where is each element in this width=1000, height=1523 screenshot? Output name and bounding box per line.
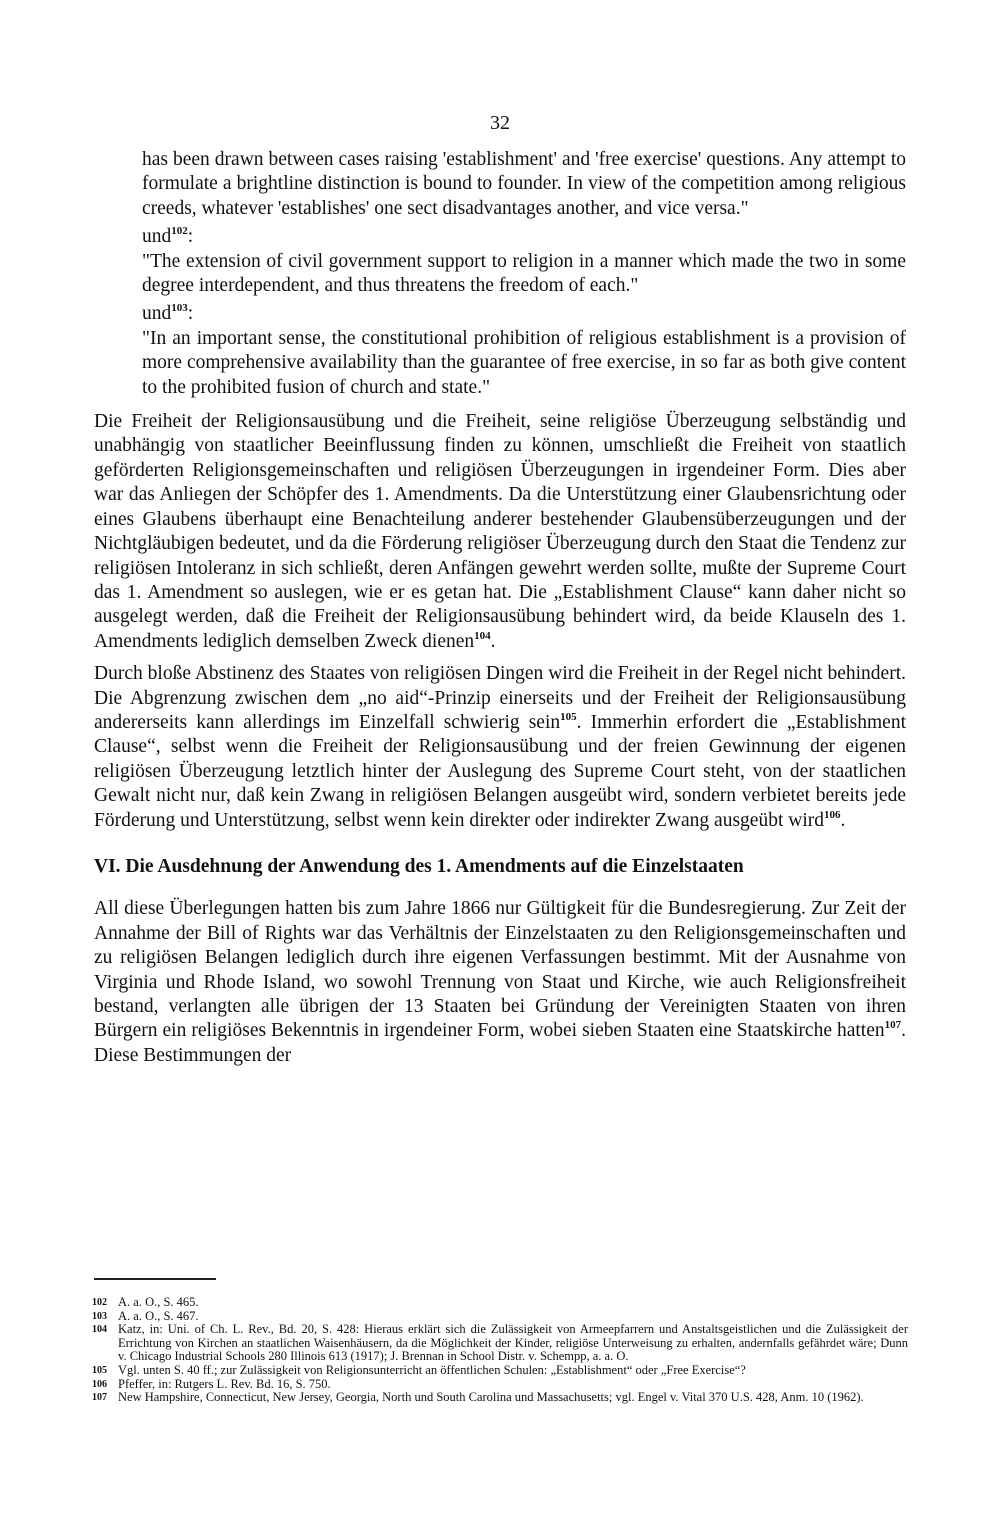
section-heading: VI. Die Ausdehnung der Anwendung des 1. Amendments auf die Einzelstaaten bbox=[94, 855, 744, 877]
und-label: und bbox=[142, 303, 172, 325]
und-label: und bbox=[142, 226, 172, 248]
quote-block bbox=[142, 148, 906, 400]
footnote bbox=[92, 1310, 908, 1324]
und-103 bbox=[142, 302, 906, 326]
main-text bbox=[94, 148, 906, 1068]
paragraph-freiheit bbox=[94, 410, 906, 654]
paragraph-end: . Diese Bestimmungen der bbox=[94, 1020, 906, 1066]
footnote bbox=[92, 1323, 908, 1364]
footnote bbox=[92, 1391, 908, 1405]
footnote-number: 103 bbox=[92, 1310, 107, 1322]
footnote-number: 105 bbox=[92, 1364, 107, 1376]
und-colon: : bbox=[187, 303, 194, 325]
paragraph-end: . bbox=[490, 630, 496, 652]
footnote-text: A. a. O., S. 465. bbox=[118, 1295, 199, 1309]
footnote-ref-105: 105 bbox=[560, 710, 577, 723]
paragraph-text: All diese Überlegungen hatten bis zum Jahre 1866 nur Gültigkeit für die Bundesregierung. Zur Zeit der Annahme der Bill of Rights war das Verhältnis der Einzelstaaten zu den Religionsgemeinschaften und zu religiösen Belangen lediglich durch ihre eigenen Verfassungen bestimmt. Mit der Ausnahme von Virginia und Rhode Island, wo sowohl Trennung von Staat und Kirche, wie auch Religionsfreiheit bestand, verlangten alle übrigen der 13 Staaten bei Gründung der Vereinigten Staaten von ihren Bürgern ein religiöses Bekenntnis in irgendeiner Form, wobei sieben Staaten eine Staatskirche hatten bbox=[94, 898, 906, 1042]
page-number: 32 bbox=[490, 112, 510, 134]
footnote-text: New Hampshire, Connecticut, New Jersey, Georgia, North und South Carolina und Massachusetts; vgl. Engel v. Vital 370 U.S. 428, Anm. 10 (1962). bbox=[118, 1390, 864, 1405]
footnote-ref-107: 107 bbox=[884, 1019, 902, 1032]
paragraph-text: . Immerhin erfordert die „Establishment Clause“, selbst wenn die Freiheit der Religionsausübung und der freien Gewinnung der eigenen religiösen Überzeugung letztlich hinter der Auslegung des Supreme Court steht, von der staatlichen Gewalt nicht nur, daß kein Zwang in religiösen Belangen ausgeübt wird, sondern verbietet bereits jede Förderung und Unterstützung, selbst wenn kein direkter oder indirekter Zwang ausgeübt wird bbox=[94, 711, 906, 831]
paragraph-text: Durch bloße Abstinenz des Staates von religiösen Dingen wird die Freiheit in der Regel nicht behindert. Die Abgrenzung zwischen dem „no aid“-Prinzip einerseits und der Freiheit der Religionsausübung andererseits kann allerdings im Einzelfall schwierig sein bbox=[94, 663, 906, 733]
und-102 bbox=[142, 225, 906, 249]
paragraph-end: . bbox=[840, 809, 846, 831]
footnote-text: Pfeffer, in: Rutgers L. Rev. Bd. 16, S. 750. bbox=[118, 1376, 331, 1391]
paragraph-text: Die Freiheit der Religionsausübung und die Freiheit, seine religiöse Überzeugung selbständig und unabhängig von staatlicher Beeinflussung finden zu können, umschließt die Freiheit von staatlich geförderten Religionsgemeinschaften und religiösen Überzeugungen in irgendeiner Form. Dies aber war das Anliegen der Schöpfer des 1. Amendments. Da die Unterstützung einer Glaubensrichtung oder eines Glaubens überhaupt eine Benachteilung anderer bestehender Glaubensüberzeugungen und der Nichtgläubigen bedeutet, und da die Förderung religiöser Überzeugung durch den Staat die Tendenz zur religiösen Intoleranz in sich schließt, deren Anfängen gewehrt werden sollte, mußte der Supreme Court das 1. Amendment so auslegen, wie er es getan hat. Die „Establishment Clause“ kann daher nicht so ausgelegt werden, daß die Freiheit der Religionsausübung behindert wird, da beide Klauseln des 1. Amendments lediglich demselben Zweck dienen bbox=[94, 411, 906, 652]
footnotes bbox=[92, 1296, 908, 1405]
footnote-text: Katz, in: Uni. of Ch. L. Rev., Bd. 20, S. 428: Hieraus erklärt sich die Zulässigkeit von Armeepfarrern und Anstaltsgeistlichen und die Zulässigkeit der Errichtung von Kirchen an staatlichen Waisenhäusern, da die Möglichkeit der Kinder, religiöse Unterweisung zu erhalten, andernfalls gefährdet wäre; Dunn v. Chicago Industrial Schools 280 Illinois 613 (1917); J. Brennan in School Distr. v. Schempp, a. a. O. bbox=[118, 1322, 908, 1364]
footnote-divider bbox=[94, 1278, 216, 1280]
paragraph-ueberlegungen bbox=[94, 897, 906, 1068]
footnote-ref-104: 104 bbox=[474, 629, 491, 642]
footnote bbox=[92, 1364, 908, 1378]
footnote-number: 104 bbox=[92, 1324, 107, 1336]
paragraph-abstinenz bbox=[94, 662, 906, 833]
und-colon: : bbox=[187, 226, 194, 248]
footnote-ref-102: 102 bbox=[171, 225, 188, 238]
footnote-ref-106: 106 bbox=[823, 808, 841, 821]
footnote-text: Vgl. unten S. 40 ff.; zur Zulässigkeit von Religionsunterricht an öffentlichen Schulen: „Establishment“ oder „Free Exercise“? bbox=[118, 1362, 746, 1377]
footnote-text: A. a. O., S. 467. bbox=[118, 1308, 199, 1323]
footnote bbox=[92, 1296, 908, 1310]
quote-extension: "The extension of civil government support to religion in a manner which made the two in some degree interdependent, and thus threatens the freedom of each." bbox=[142, 250, 906, 297]
footnote-number: 102 bbox=[92, 1297, 107, 1308]
footnote-number: 107 bbox=[92, 1392, 107, 1404]
footnote bbox=[92, 1378, 908, 1392]
quote-important-sense: "In an important sense, the constitutional prohibition of religious establishment is a provision of more comprehensive availability than the guarantee of free exercise, in so far as both give content to the prohibited fusion of church and state." bbox=[142, 327, 906, 398]
quote-continuation: has been drawn between cases raising 'establishment' and 'free exercise' questions. Any attempt to formulate a brightline distinction is bound to founder. In view of the competition among religious creeds, whatever 'establishes' one sect disadvantages another, and vice versa." bbox=[142, 149, 906, 219]
footnote-ref-103: 103 bbox=[171, 302, 188, 315]
footnote-number: 106 bbox=[92, 1378, 107, 1390]
